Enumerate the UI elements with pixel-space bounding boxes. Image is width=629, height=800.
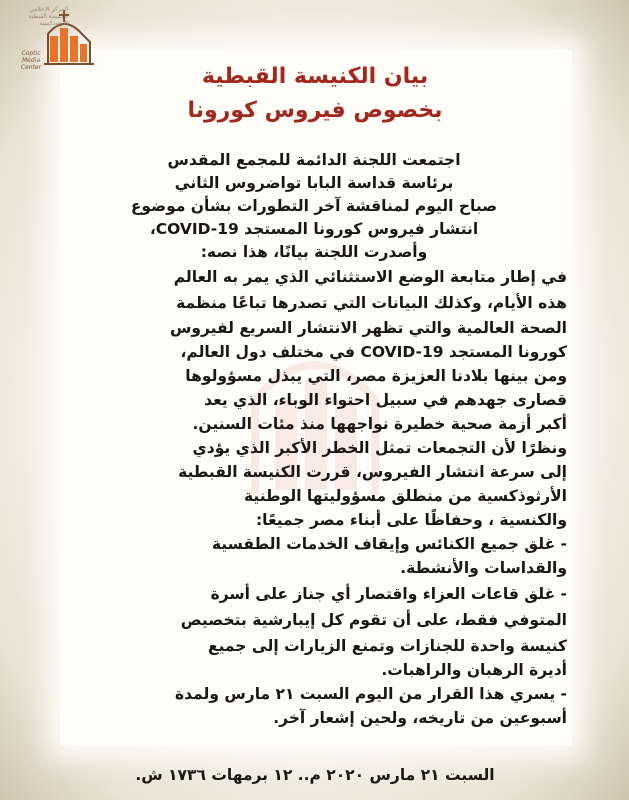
body-line: - غلق قاعات العزاء واقتصار أي جناز على أسرة — [210, 585, 567, 603]
logo-arabic-text: المركز الإعلامي للكنيسة القبطية الأرثوذكسية — [28, 6, 68, 27]
body-line: - يسري هذا القرار من اليوم السبت ٢١ مارس ولمدة — [175, 685, 567, 703]
page-title: بيان الكنيسة القبطية — [201, 64, 429, 89]
intro-line: اجتمعت اللجنة الدائمة للمجمع المقدس — [167, 151, 461, 169]
body-line: والكنسية ، وحفاظًا على أبناء مصر جميعًا: — [255, 511, 567, 529]
body-line: والقداسات والأنشطة. — [400, 559, 567, 577]
intro-line: صباح اليوم لمناقشة آخر التطورات بشأن موضوع — [130, 197, 498, 215]
body-line: في إطار متابعة الوضع الاستثنائي الذي يمر به العالم — [173, 268, 567, 286]
body-line: قصارى جهدهم في سبيل احتواء الوباء، الذي يعد — [204, 391, 567, 409]
body-line: ومن بينها بلادنا العزيزة مصر، التي يبذل مسؤولوها — [185, 367, 567, 385]
body-line: أكبر أزمة صحية خطيرة نواجهها منذ مئات السنين. — [192, 415, 567, 433]
logo-caption: Coptic Media Center — [20, 50, 42, 71]
intro-line: انتشار فيروس كورونا المستجد COVID-19، — [149, 220, 479, 238]
intro-line: برئاسة قداسة البابا تواضروس الثاني — [174, 174, 454, 192]
body-line: إلى سرعة انتشار الفيروس، قررت الكنيسة القبطية — [178, 463, 567, 481]
body-line: أسبوعين من تاريخه، ولحين إشعار آخر. — [273, 709, 567, 727]
intro-line: وأصدرت اللجنة بيانًا، هذا نصه: — [200, 243, 428, 261]
body-line: ونظرًا لأن التجمعات تمثل الخطر الأكبر الذي يؤدي — [192, 439, 567, 457]
body-line: هذه الأيام، وكذلك البيانات التي تصدرها تباعًا منظمة — [176, 294, 567, 312]
body-line: كورونا المستجد COVID-19 في مختلف دول العالم، — [180, 343, 567, 361]
body-line: كنيسة واحدة للجنازات وتمنع الزيارات إلى جميع — [208, 637, 567, 655]
statement-date: السبت ٢١ مارس ٢٠٢٠ م.. ١٢ برمهات ١٧٣٦ ش. — [135, 766, 495, 784]
body-line: أديرة الرهبان والراهبات. — [381, 661, 567, 679]
body-line: - غلق جميع الكنائس وإيقاف الخدمات الطقسية — [211, 535, 567, 553]
body-line: الصحة العالمية والتي تظهر الانتشار السريع لفيروس — [169, 319, 567, 337]
body-line: الأرثوذكسية من منطلق مسؤوليتها الوطنية — [244, 487, 567, 505]
body-line: المتوفي فقط، على أن تقوم كل إيبارشية بتخصيص — [180, 611, 567, 629]
page-subtitle: بخصوص فيروس كورونا — [187, 98, 443, 123]
